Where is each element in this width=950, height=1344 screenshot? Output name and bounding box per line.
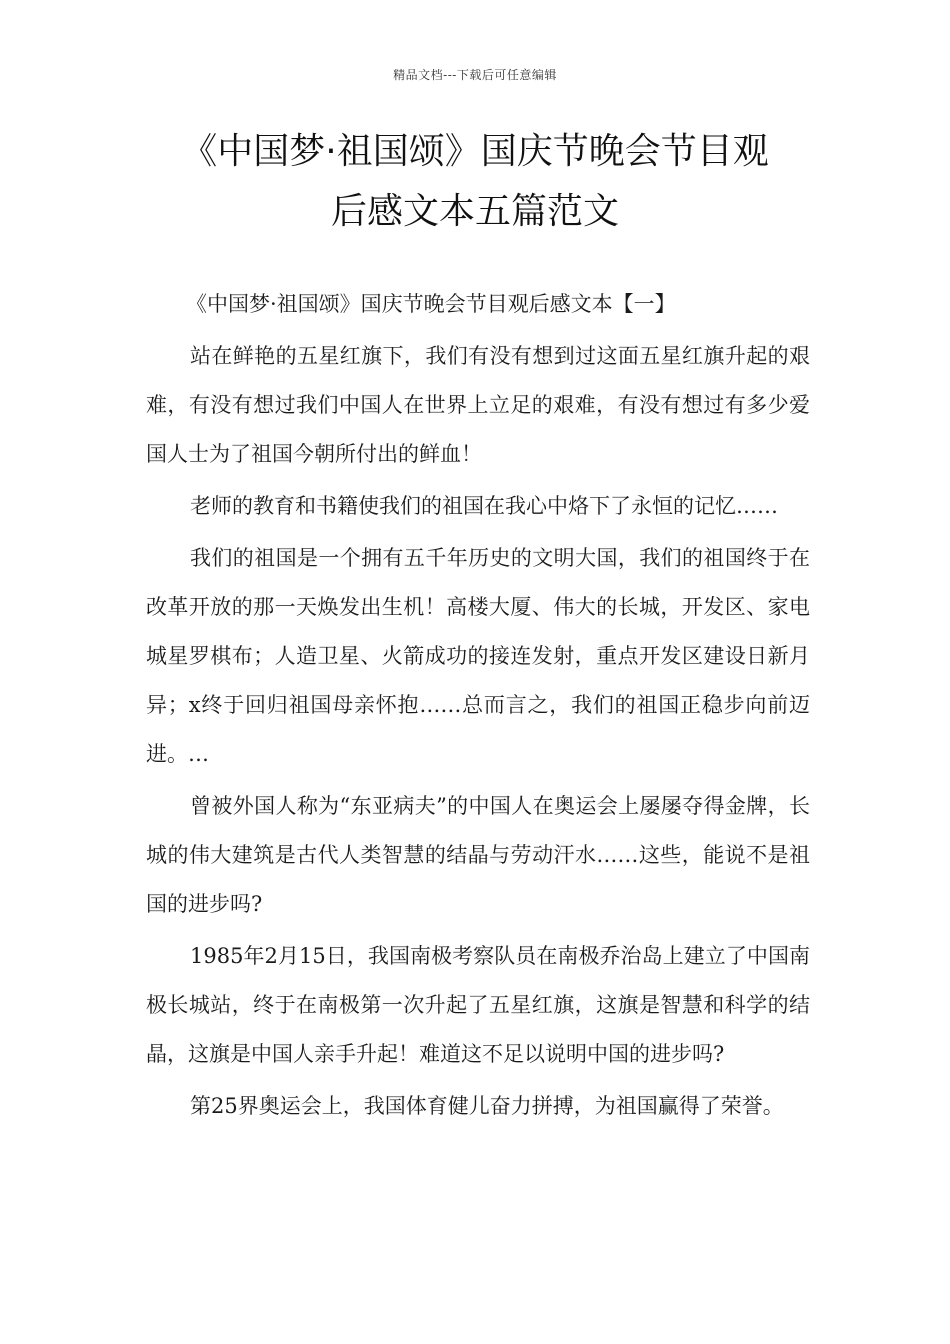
paragraph: 曾被外国人称为“东亚病夫”的中国人在奥运会上屡屡夺得金牌，长城的伟大建筑是古代人类智慧的结晶与劳动汗水……这些，能说不是祖国的进步吗? (146, 794, 810, 916)
paragraph: 1985年2月15日，我国南极考察队员在南极乔治岛上建立了中国南极长城站，终于在南极第一次升起了五星红旗，这旗是智慧和科学的结晶，这旗是中国人亲手升起！难道这不足以说明中国的进步吗? (146, 944, 810, 1066)
document-title (120, 122, 830, 242)
paragraph: 站在鲜艳的五星红旗下，我们有没有想到过这面五星红旗升起的艰难，有没有想过我们中国人在世界上立足的艰难，有没有想过有多少爱国人士为了祖国今朝所付出的鲜血！ (146, 344, 810, 466)
paragraph: 我们的祖国是一个拥有五千年历史的文明大国，我们的祖国终于在改革开放的那一天焕发出生机！高楼大厦、伟大的长城，开发区、家电城星罗棋布；人造卫星、火箭成功的接连发射，重点开发区建设日新月异；x终于回归祖国母亲怀抱……总而言之，我们的祖国正稳步向前迈进。… (146, 546, 810, 766)
header-note: 精品文档---下载后可任意编辑 (393, 68, 557, 82)
paragraph: 老师的教育和书籍使我们的祖国在我心中烙下了永恒的记忆…… (190, 494, 778, 518)
document-body (146, 280, 810, 1131)
title-line-2: 后感文本五篇范文 (330, 191, 619, 232)
title-line-1: 《中国梦·祖国颂》国庆节晚会节目观 (181, 131, 769, 172)
section-heading: 《中国梦·祖国颂》国庆节晚会节目观后感文本【一】 (186, 292, 676, 316)
paragraph: 第25界奥运会上，我国体育健儿奋力拼搏，为祖国赢得了荣誉。 (190, 1094, 784, 1118)
